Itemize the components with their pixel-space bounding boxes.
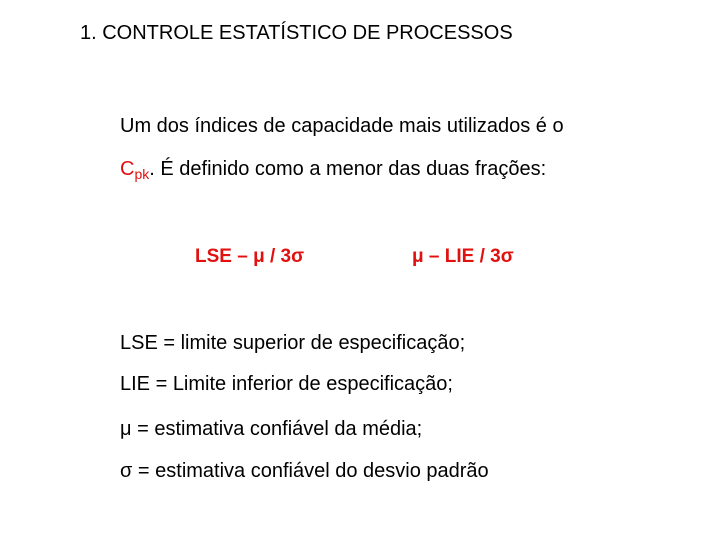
definition-lie: LIE = Limite inferior de especificação;: [120, 373, 453, 395]
formula-lower: μ – LIE / 3σ: [412, 246, 514, 267]
cpk-main: C: [120, 158, 135, 180]
definition-sigma: σ = estimativa confiável do desvio padrão: [120, 460, 489, 482]
definition-mu: μ = estimativa confiável da média;: [120, 418, 423, 440]
intro-line-2: [120, 158, 546, 182]
intro-line-1: Um dos índices de capacidade mais utilizados é o: [120, 115, 564, 137]
cpk-symbol: [120, 158, 149, 180]
intro-line-2-rest: . É definido como a menor das duas frações:: [149, 158, 547, 180]
formula-upper: LSE – μ / 3σ: [195, 246, 305, 267]
slide-title: 1. CONTROLE ESTATÍSTICO DE PROCESSOS: [80, 22, 513, 44]
definition-lse: LSE = limite superior de especificação;: [120, 332, 466, 354]
cpk-subscript: pk: [134, 166, 150, 182]
